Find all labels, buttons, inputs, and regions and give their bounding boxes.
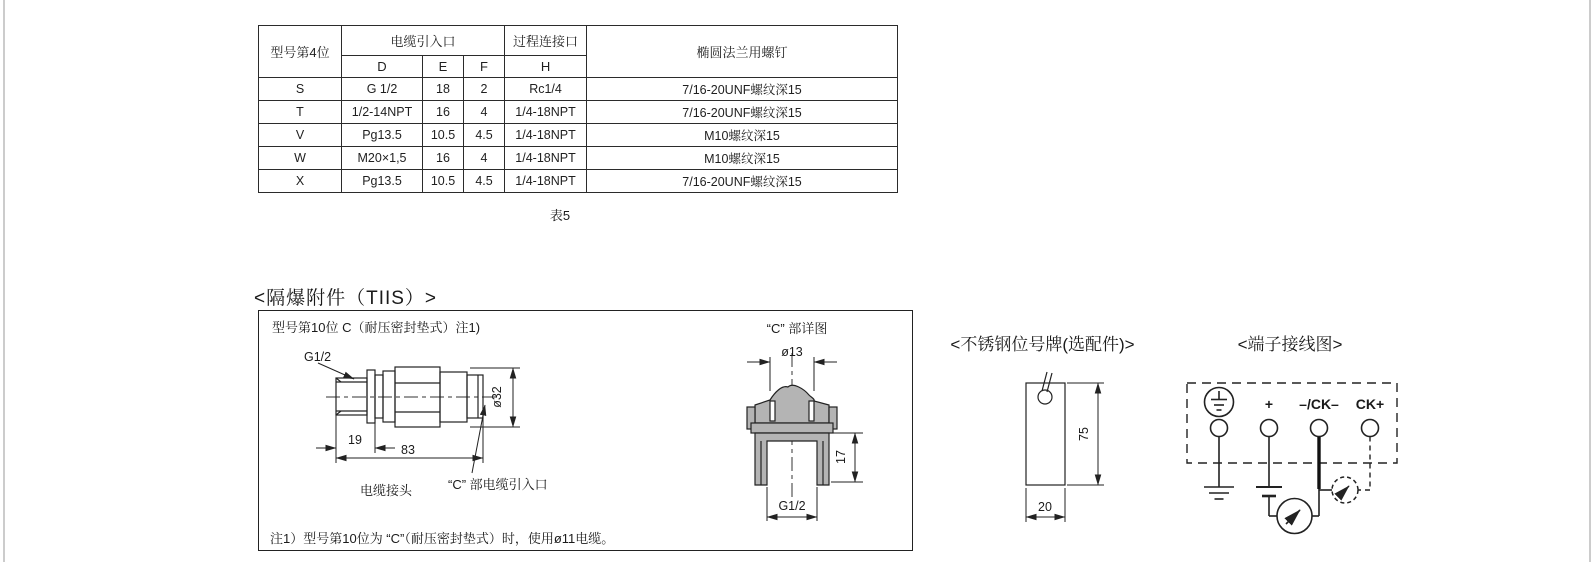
spec-table [258, 25, 898, 193]
detail-section-view [747, 353, 837, 497]
cell: Pg13.5 [342, 124, 423, 147]
cell: 18 [423, 78, 464, 101]
page-left-edge [3, 0, 5, 562]
table-caption: 表5 [549, 208, 571, 223]
col-header-f: F [464, 56, 505, 78]
thread-leader [318, 363, 354, 379]
cell: G 1/2 [342, 78, 423, 101]
cell: 1/4-18NPT [505, 101, 587, 124]
cell: 1/2-14NPT [342, 101, 423, 124]
flameproof-note: 注1）型号第10位为 “C”（耐压密封垫式）时，使用ø11电缆。 [270, 531, 615, 546]
cell: Pg13.5 [342, 170, 423, 193]
dim-label-g12: G1/2 [304, 350, 332, 364]
terminal-label-ck-plus: CK+ [1355, 396, 1385, 412]
dim-label-75: 75 [1077, 427, 1091, 441]
check-meter-icon [1332, 477, 1358, 503]
cell: M20×1,5 [342, 147, 423, 170]
col-header-process-connection: 过程连接口 [505, 26, 587, 56]
wiring-title: <端子接线图> [1237, 335, 1343, 354]
col-header-oval-flange-screw: 椭圆法兰用螺钉 [587, 26, 898, 78]
dim-label-d32: ø32 [490, 386, 504, 408]
col-header-e: E [423, 56, 464, 78]
section-title-flameproof: <隔爆附件（TIIS）> [254, 288, 438, 309]
nameplate-title: <不锈钢位号牌(选配件)> [950, 335, 1135, 354]
cell: 1/4-18NPT [505, 124, 587, 147]
cell: S [259, 78, 342, 101]
table-row [259, 170, 898, 193]
cell: 7/16-20UNF螺纹深15 [587, 170, 898, 193]
cell: 4.5 [464, 124, 505, 147]
ground-symbol-icon [1205, 388, 1234, 417]
spec-table-wrap [258, 25, 898, 193]
cell: Rc1/4 [505, 78, 587, 101]
terminal-label-plus: + [1264, 396, 1274, 412]
connector-caption: 电缆接头 [359, 483, 413, 498]
dim-label-20: 20 [1038, 500, 1052, 514]
dim-label-19: 19 [348, 433, 362, 447]
supply-wire-battery [1256, 437, 1282, 517]
table-row [259, 147, 898, 170]
cell: 16 [423, 101, 464, 124]
cell: 4 [464, 147, 505, 170]
cell: 7/16-20UNF螺纹深15 [587, 78, 898, 101]
connector-side-view [326, 367, 498, 427]
flameproof-heading: 型号第10位 C（耐压密封垫式）注1) [272, 320, 481, 335]
cell: T [259, 101, 342, 124]
cell: 7/16-20UNF螺纹深15 [587, 101, 898, 124]
ammeter-icon [1277, 499, 1312, 534]
cell: 4 [464, 101, 505, 124]
earth-wire [1204, 437, 1234, 500]
terminal-label-ck-minus: –/CK– [1299, 396, 1339, 412]
table-row [259, 78, 898, 101]
cell: 10.5 [423, 124, 464, 147]
col-header-cable-entry: 电缆引入口 [342, 26, 505, 56]
cell: 16 [423, 147, 464, 170]
detail-title: “C” 部详图 [766, 321, 828, 336]
col-header-model-digit4: 型号第4位 [259, 26, 342, 78]
cell: 1/4-18NPT [505, 170, 587, 193]
cell: W [259, 147, 342, 170]
cell: M10螺纹深15 [587, 124, 898, 147]
col-header-h: H [505, 56, 587, 78]
terminal-circles [1211, 420, 1379, 437]
dim-label-17: 17 [834, 450, 848, 464]
cable-gland-drawing [258, 311, 913, 549]
cell: 4.5 [464, 170, 505, 193]
cell: V [259, 124, 342, 147]
nameplate-shape [1026, 372, 1065, 485]
nameplate-drawing [1000, 355, 1130, 535]
table-row [259, 124, 898, 147]
cell: M10螺纹深15 [587, 147, 898, 170]
cell: 2 [464, 78, 505, 101]
page-right-edge [1589, 0, 1591, 562]
dim-label-83: 83 [401, 443, 415, 457]
dim-label-d13: ø13 [781, 345, 803, 359]
c-entry-label: “C” 部电缆引入口 [448, 477, 548, 492]
cell: X [259, 170, 342, 193]
ck-minus-wire [1312, 437, 1332, 516]
cell: 1/4-18NPT [505, 147, 587, 170]
col-header-d: D [342, 56, 423, 78]
wiring-diagram [1160, 370, 1410, 560]
detail-thread-label: G1/2 [778, 499, 806, 513]
table-row [259, 101, 898, 124]
cell: 10.5 [423, 170, 464, 193]
